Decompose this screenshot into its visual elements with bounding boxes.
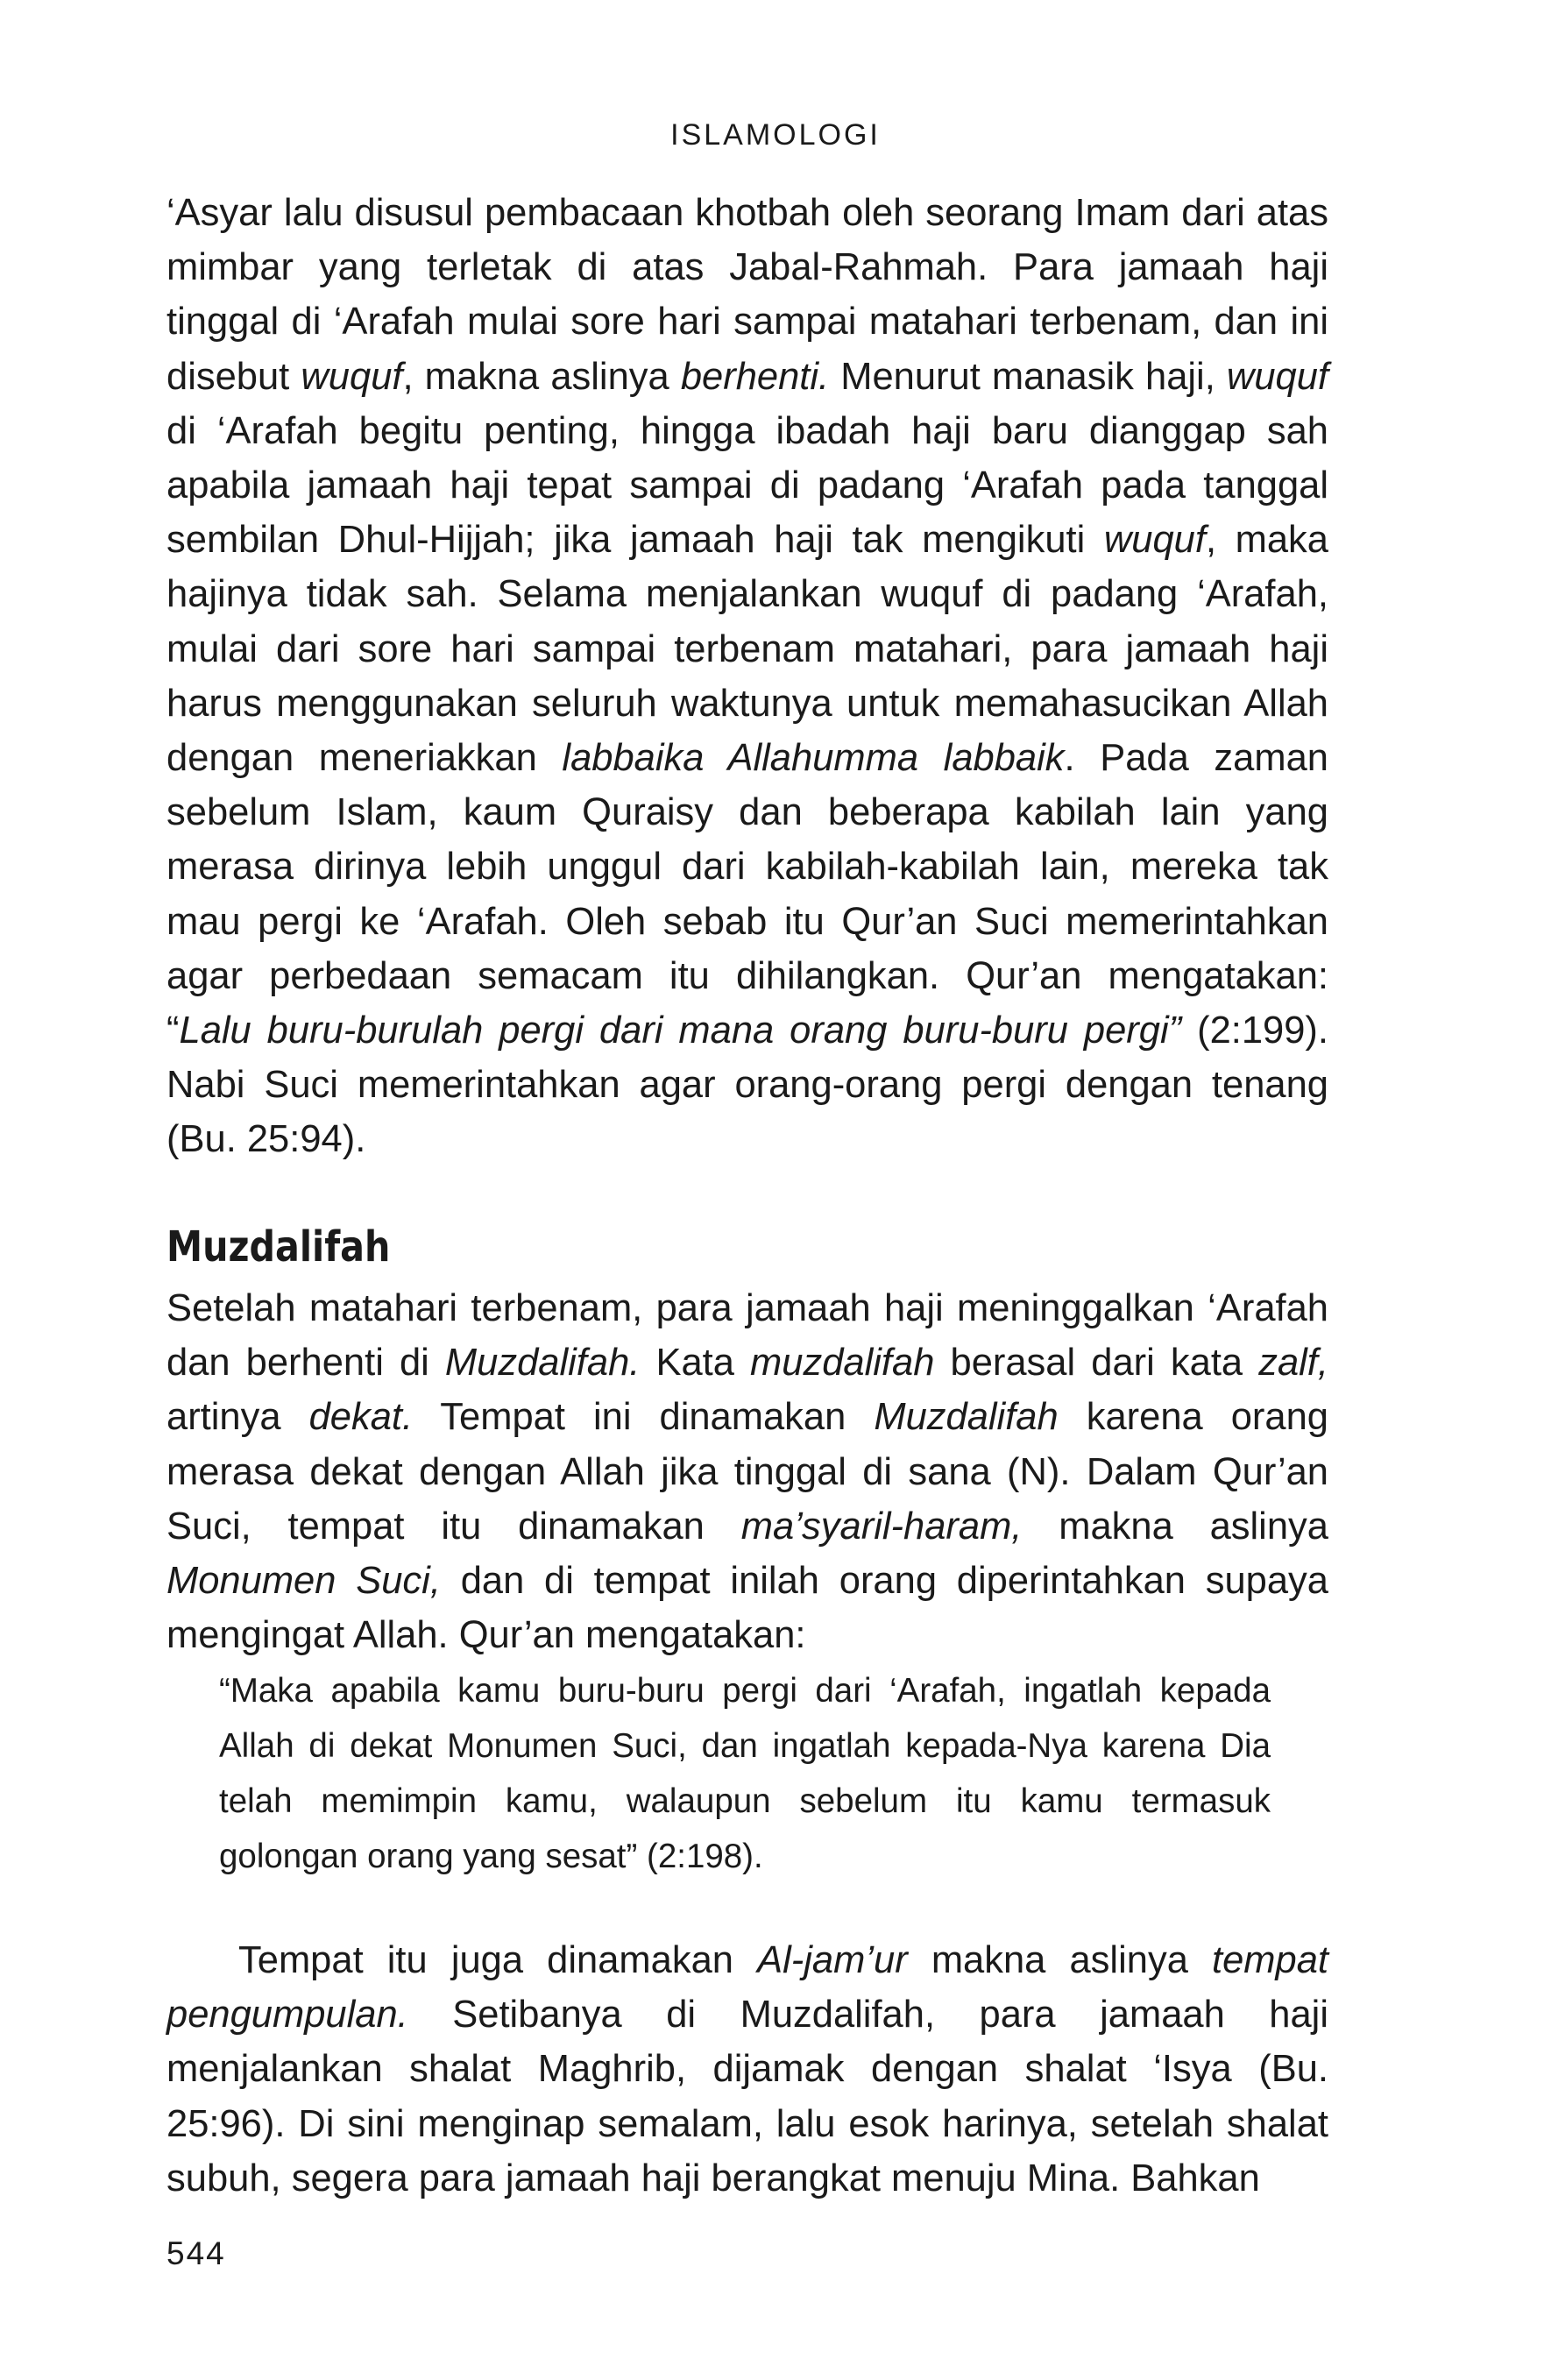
italic-term: Al-jam’ur <box>757 1939 908 1981</box>
body-paragraph-arafah <box>166 186 1328 1167</box>
italic-term: berhenti. <box>680 355 830 398</box>
text-run: . Pada zaman sebelum Islam, kaum Quraisy dan beberapa kabilah lain yang merasa dirinya lebih unggul dari kabilah-kabilah lain, mereka tak mau pergi ke ‘Arafah. Oleh sebab itu Qur’an Suci memerintahkan agar perbedaan semacam itu dihilangkan. Qur’an mengatakan: “ <box>166 737 1328 1052</box>
text-run: Setelah matahari terbenam, para jamaah haji meninggalkan ‘Arafah dan berhenti di <box>166 1287 1328 1385</box>
text-run: karena orang merasa dekat dengan Allah jika tinggal di sana (N). Dalam Qur’an Suci, tempat itu dinamakan <box>166 1396 1328 1548</box>
running-header: ISLAMOLOGI <box>670 118 881 152</box>
italic-term: ma’syaril-haram, <box>740 1505 1023 1548</box>
block-quote: “Maka apabila kamu buru-buru pergi dari ‘Arafah, ingatlah kepada Allah di dekat Monumen Suci, dan ingatlah kepada-Nya karena Dia telah memimpin kamu, walaupun sebelum itu kamu termasuk golongan orang yang sesat” (2:198). <box>219 1672 1271 1875</box>
italic-term: wuquf <box>1103 519 1206 562</box>
text-run: Tempat itu juga dinamakan <box>238 1939 758 1981</box>
text-run: makna aslinya <box>907 1939 1213 1981</box>
italic-quote: Lalu buru-burulah pergi dari mana orang buru-buru pergi” <box>179 1009 1182 1052</box>
text-run: Kata <box>640 1342 751 1385</box>
text-run: , maka hajinya tidak sah. Selama menjalankan wuquf di padang ‘Arafah, mulai dari sore hari sampai terbenam matahari, para jamaah haji harus menggunakan seluruh waktunya untuk memahasucikan Allah dengan meneriakkan <box>166 519 1328 780</box>
text-run: makna aslinya <box>1022 1505 1328 1548</box>
italic-term: Monumen Suci, <box>166 1560 441 1603</box>
italic-term: muzdalifah <box>750 1342 935 1385</box>
text-run: berasal dari kata <box>934 1342 1259 1385</box>
italic-term: Muzdalifah <box>874 1396 1059 1439</box>
italic-term: tempat pengumpulan. <box>166 1939 1329 2036</box>
text-run: (2:199). Nabi Suci memerintahkan agar orang-orang pergi dengan tenang (Bu. 25:94). <box>166 1009 1328 1161</box>
text-run: artinya <box>166 1396 309 1439</box>
text-run: ‘Asyar lalu disusul pembacaan khotbah oleh seorang Imam dari atas mimbar yang terletak di atas Jabal-Rahmah. Para jamaah haji tinggal di ‘Arafah mulai sore hari sampai matahari terbenam, dan ini disebut <box>166 192 1328 398</box>
page-number: 544 <box>166 2235 226 2271</box>
section-heading: Muzdalifah <box>166 1222 391 1271</box>
text-run: dan di tempat inilah orang diperintahkan supaya mengingat Allah. Qur’an mengatakan: <box>166 1560 1329 1657</box>
italic-term: wuquf <box>1226 355 1328 398</box>
italic-term: dekat. <box>308 1396 414 1439</box>
text-run: Setibanya di Muzdalifah, para jamaah haji menjalankan shalat Maghrib, dijamak dengan shalat ‘Isya (Bu. 25:96). Di sini menginap semalam, lalu esok harinya, setelah shalat subuh, segera para jamaah haji berangkat menuju Mina. Bahkan <box>166 1994 1328 2199</box>
italic-term: labbaika Allahumma labbaik <box>562 737 1065 780</box>
italic-term: wuquf <box>301 355 403 398</box>
text-run: Menurut manasik haji, <box>829 355 1227 398</box>
italic-term: Muzdalifah. <box>444 1342 641 1385</box>
italic-term: zalf, <box>1258 1342 1328 1385</box>
body-paragraph-muzdalifah <box>166 1281 1328 1662</box>
text-run: Tempat ini dinamakan <box>413 1396 875 1439</box>
text-run: , makna aslinya <box>402 355 681 398</box>
body-paragraph-al-jamur <box>166 1933 1328 2206</box>
text-run: di ‘Arafah begitu penting, hingga ibadah haji baru dianggap sah apabila jamaah haji tepat sampai di padang ‘Arafah pada tanggal sembilan Dhul-Hijjah; jika jamaah haji tak mengikuti <box>166 409 1328 562</box>
